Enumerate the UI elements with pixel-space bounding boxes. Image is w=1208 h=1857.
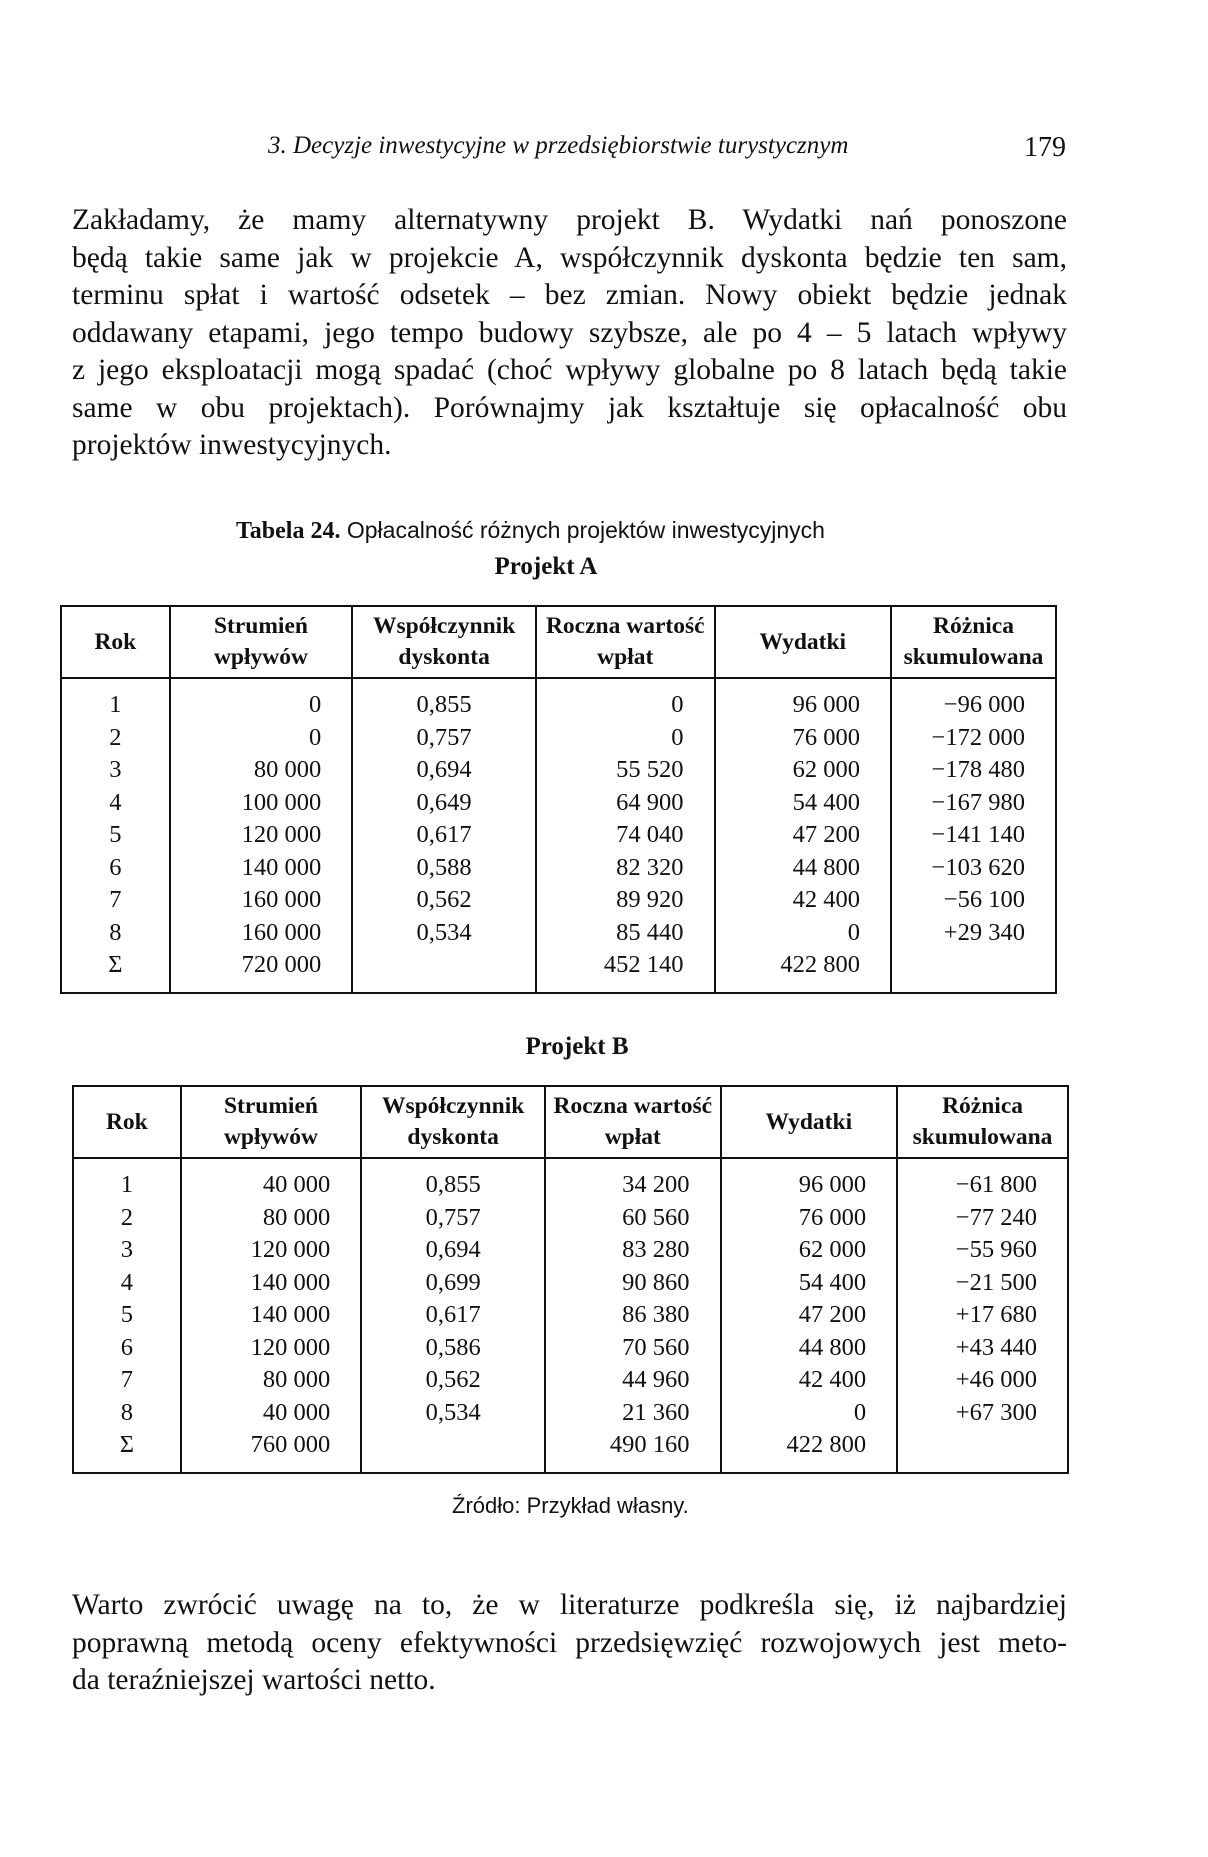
closing-paragraph — [72, 1587, 1067, 1700]
cell-year: 8 — [73, 1397, 181, 1430]
table-caption-text: Opłacalność różnych projektów inwestycyjnych — [346, 517, 825, 543]
cell-discounted-inflow: 44 960 — [545, 1364, 721, 1397]
header-wydatki: Wydatki — [715, 606, 892, 678]
header-roczna: Roczna wartość wpłat — [536, 606, 714, 678]
cell-discounted-inflow: 34 200 — [545, 1158, 721, 1202]
cell-year: 5 — [73, 1299, 181, 1332]
header-wspolczynnik: Współczynnik dyskonta — [352, 606, 536, 678]
text-line: oddawany etapami, jego tempo budowy szybsze, ale po 4 – 5 latach wpływy — [72, 316, 1067, 349]
cell-cumulative-difference: −172 000 — [891, 722, 1056, 755]
cell-discount-factor: 0,694 — [361, 1234, 545, 1267]
cell-expenses: 96 000 — [721, 1158, 898, 1202]
cell-discount-factor: 0,855 — [352, 678, 536, 722]
table-row — [73, 1332, 1068, 1365]
cell-year: 6 — [73, 1332, 181, 1365]
cell-inflow: 140 000 — [181, 1267, 362, 1300]
header-strumien: Strumień wpływów — [170, 606, 353, 678]
intro-paragraph — [72, 202, 1067, 465]
source-note: Źródło: Przykład własny. — [452, 1493, 689, 1518]
cell-discounted-inflow: 490 160 — [545, 1429, 721, 1473]
cell-cumulative-difference: −55 960 — [897, 1234, 1068, 1267]
cell-expenses: 42 400 — [715, 884, 892, 917]
table-row — [73, 1158, 1068, 1202]
table-row — [73, 1429, 1068, 1473]
cell-inflow: 160 000 — [170, 884, 353, 917]
running-header: 3. Decyzje inwestycyjne w przedsiębiorstwie turystycznym — [268, 132, 849, 159]
cell-expenses: 62 000 — [715, 754, 892, 787]
table-row — [61, 787, 1056, 820]
cell-cumulative-difference — [891, 949, 1056, 993]
cell-inflow: 80 000 — [170, 754, 353, 787]
text-line: terminu spłat i wartość odsetek – bez zmian. Nowy obiekt będzie jednak — [72, 279, 1067, 311]
cell-inflow: 120 000 — [181, 1234, 362, 1267]
cell-inflow: 760 000 — [181, 1429, 362, 1473]
header-roznica: Różnica skumulowana — [891, 606, 1056, 678]
cell-inflow: 0 — [170, 722, 353, 755]
cell-discounted-inflow: 83 280 — [545, 1234, 721, 1267]
cell-cumulative-difference: +17 680 — [897, 1299, 1068, 1332]
cell-year: 7 — [61, 884, 170, 917]
cell-cumulative-difference: −96 000 — [891, 678, 1056, 722]
cell-year: 6 — [61, 852, 170, 885]
cell-inflow: 40 000 — [181, 1158, 362, 1202]
cell-expenses: 0 — [721, 1397, 898, 1430]
text-line: same w obu projektach). Porównajmy jak kształtuje się opłacalność obu — [72, 391, 1067, 424]
text-line: da teraźniejszej wartości netto. — [72, 1664, 436, 1696]
table-row — [61, 722, 1056, 755]
header-wspolczynnik: Współczynnik dyskonta — [361, 1086, 545, 1158]
project-a-title: Projekt A — [494, 553, 598, 580]
cell-discounted-inflow: 74 040 — [536, 819, 714, 852]
cell-discount-factor: 0,586 — [361, 1332, 545, 1365]
cell-discount-factor: 0,588 — [352, 852, 536, 885]
cell-inflow: 720 000 — [170, 949, 353, 993]
project-a-table — [60, 605, 1057, 994]
table-row — [73, 1267, 1068, 1300]
header-wydatki: Wydatki — [721, 1086, 898, 1158]
cell-discounted-inflow: 0 — [536, 678, 714, 722]
cell-cumulative-difference: −77 240 — [897, 1202, 1068, 1235]
table-row — [73, 1397, 1068, 1430]
cell-discount-factor: 0,534 — [352, 917, 536, 950]
cell-expenses: 76 000 — [715, 722, 892, 755]
cell-year: 2 — [73, 1202, 181, 1235]
cell-inflow: 140 000 — [181, 1299, 362, 1332]
cell-year: 8 — [61, 917, 170, 950]
table-row — [73, 1234, 1068, 1267]
cell-inflow: 140 000 — [170, 852, 353, 885]
text-line: będą takie same jak w projekcie A, współczynnik dyskonta będzie ten sam, — [72, 241, 1067, 274]
cell-expenses: 42 400 — [721, 1364, 898, 1397]
cell-expenses: 44 800 — [715, 852, 892, 885]
cell-year: Σ — [73, 1429, 181, 1473]
text-line: Zakładamy, że mamy alternatywny projekt B. Wydatki nań ponoszone — [72, 204, 1067, 236]
cell-discounted-inflow: 21 360 — [545, 1397, 721, 1430]
cell-year: 3 — [61, 754, 170, 787]
project-b-title: Projekt B — [525, 1033, 629, 1060]
cell-expenses: 44 800 — [721, 1332, 898, 1365]
cell-discount-factor: 0,757 — [352, 722, 536, 755]
cell-expenses: 76 000 — [721, 1202, 898, 1235]
cell-expenses: 422 800 — [715, 949, 892, 993]
cell-discounted-inflow: 452 140 — [536, 949, 714, 993]
cell-discount-factor: 0,694 — [352, 754, 536, 787]
cell-cumulative-difference — [897, 1429, 1068, 1473]
cell-discount-factor: 0,617 — [361, 1299, 545, 1332]
cell-cumulative-difference: −167 980 — [891, 787, 1056, 820]
cell-cumulative-difference: −141 140 — [891, 819, 1056, 852]
cell-expenses: 96 000 — [715, 678, 892, 722]
cell-cumulative-difference: +43 440 — [897, 1332, 1068, 1365]
page-number: 179 — [1024, 132, 1066, 163]
cell-expenses: 54 400 — [721, 1267, 898, 1300]
cell-cumulative-difference: −178 480 — [891, 754, 1056, 787]
text-line: poprawną metodą oceny efektywności przedsięwzięć rozwojowych jest meto- — [72, 1626, 1067, 1659]
cell-cumulative-difference: −103 620 — [891, 852, 1056, 885]
cell-discount-factor: 0,757 — [361, 1202, 545, 1235]
cell-discount-factor — [352, 949, 536, 993]
cell-discounted-inflow: 89 920 — [536, 884, 714, 917]
text-line: projektów inwestycyjnych. — [72, 429, 392, 461]
table-row — [73, 1202, 1068, 1235]
cell-expenses: 422 800 — [721, 1429, 898, 1473]
table-caption-label: Tabela 24. — [236, 518, 341, 544]
text-line: z jego eksploatacji mogą spadać (choć wpływy globalne po 8 latach będą takie — [72, 354, 1067, 386]
cell-inflow: 80 000 — [181, 1202, 362, 1235]
cell-inflow: 120 000 — [181, 1332, 362, 1365]
cell-discounted-inflow: 64 900 — [536, 787, 714, 820]
cell-year: 4 — [61, 787, 170, 820]
header-roczna: Roczna wartość wpłat — [545, 1086, 721, 1158]
cell-inflow: 0 — [170, 678, 353, 722]
header-rok: Rok — [61, 606, 170, 678]
cell-discount-factor: 0,649 — [352, 787, 536, 820]
cell-year: 4 — [73, 1267, 181, 1300]
cell-cumulative-difference: −56 100 — [891, 884, 1056, 917]
project-b-table — [72, 1085, 1069, 1474]
header-strumien: Strumień wpływów — [181, 1086, 362, 1158]
cell-cumulative-difference: −21 500 — [897, 1267, 1068, 1300]
cell-discount-factor — [361, 1429, 545, 1473]
cell-discount-factor: 0,562 — [361, 1364, 545, 1397]
header-rok: Rok — [73, 1086, 181, 1158]
table-row — [61, 917, 1056, 950]
cell-inflow: 100 000 — [170, 787, 353, 820]
table-header-row — [73, 1086, 1068, 1158]
cell-discount-factor: 0,617 — [352, 819, 536, 852]
cell-expenses: 47 200 — [721, 1299, 898, 1332]
table-caption — [236, 517, 825, 545]
table-header-row — [61, 606, 1056, 678]
cell-discounted-inflow: 55 520 — [536, 754, 714, 787]
cell-year: Σ — [61, 949, 170, 993]
cell-year: 1 — [73, 1158, 181, 1202]
cell-inflow: 160 000 — [170, 917, 353, 950]
table-row — [73, 1299, 1068, 1332]
cell-discount-factor: 0,699 — [361, 1267, 545, 1300]
cell-discounted-inflow: 90 860 — [545, 1267, 721, 1300]
cell-cumulative-difference: +67 300 — [897, 1397, 1068, 1430]
cell-discount-factor: 0,855 — [361, 1158, 545, 1202]
cell-inflow: 40 000 — [181, 1397, 362, 1430]
cell-cumulative-difference: +29 340 — [891, 917, 1056, 950]
header-roznica: Różnica skumulowana — [897, 1086, 1068, 1158]
cell-discounted-inflow: 86 380 — [545, 1299, 721, 1332]
table-row — [73, 1364, 1068, 1397]
cell-expenses: 0 — [715, 917, 892, 950]
cell-inflow: 80 000 — [181, 1364, 362, 1397]
cell-inflow: 120 000 — [170, 819, 353, 852]
cell-year: 7 — [73, 1364, 181, 1397]
cell-year: 5 — [61, 819, 170, 852]
table-row — [61, 754, 1056, 787]
cell-cumulative-difference: +46 000 — [897, 1364, 1068, 1397]
cell-year: 3 — [73, 1234, 181, 1267]
table-row — [61, 852, 1056, 885]
cell-discount-factor: 0,534 — [361, 1397, 545, 1430]
cell-expenses: 47 200 — [715, 819, 892, 852]
cell-year: 2 — [61, 722, 170, 755]
cell-discounted-inflow: 60 560 — [545, 1202, 721, 1235]
text-line: Warto zwrócić uwagę na to, że w literaturze podkreśla się, iż najbardziej — [72, 1589, 1067, 1621]
cell-expenses: 62 000 — [721, 1234, 898, 1267]
cell-discounted-inflow: 85 440 — [536, 917, 714, 950]
table-row — [61, 819, 1056, 852]
cell-expenses: 54 400 — [715, 787, 892, 820]
cell-discounted-inflow: 0 — [536, 722, 714, 755]
table-row — [61, 678, 1056, 722]
cell-year: 1 — [61, 678, 170, 722]
cell-cumulative-difference: −61 800 — [897, 1158, 1068, 1202]
cell-discount-factor: 0,562 — [352, 884, 536, 917]
table-row — [61, 884, 1056, 917]
cell-discounted-inflow: 70 560 — [545, 1332, 721, 1365]
cell-discounted-inflow: 82 320 — [536, 852, 714, 885]
table-row — [61, 949, 1056, 993]
